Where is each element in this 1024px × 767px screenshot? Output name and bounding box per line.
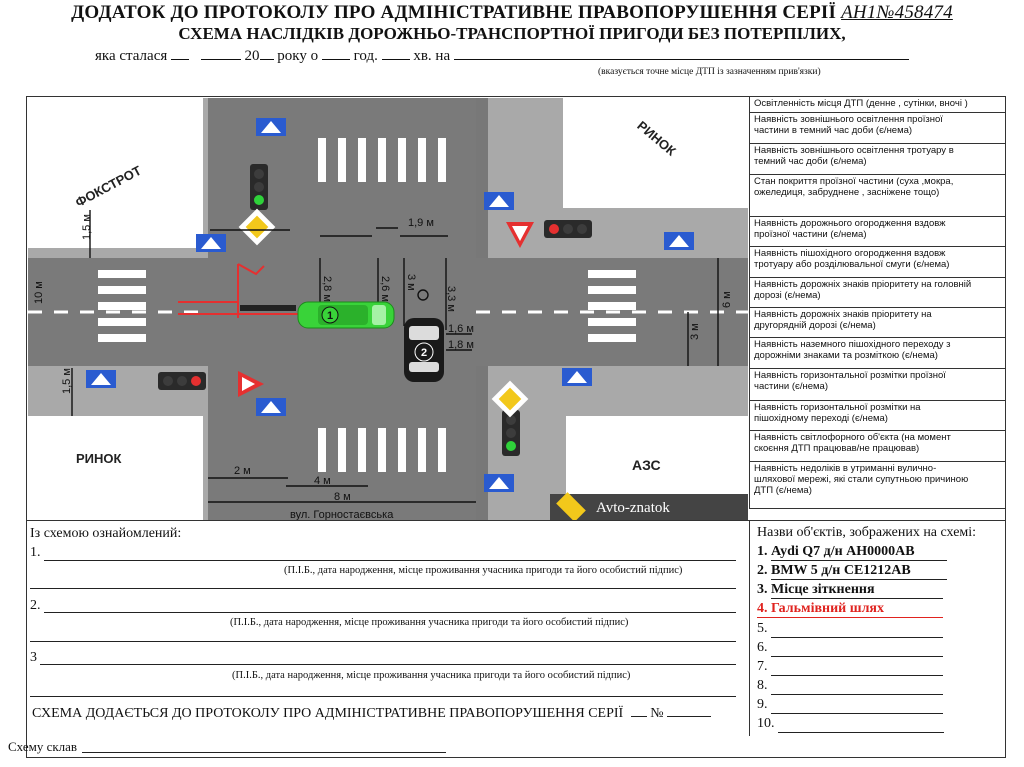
condition-row: Наявність зовнішнього освітлення тротуару в темний час доби (є/нема) xyxy=(750,144,980,175)
signature-line-1b[interactable] xyxy=(30,588,736,589)
conditions-table xyxy=(749,97,980,509)
condition-row: Наявність зовнішнього освітлення проїзної частини в темний час доби (є/нема) xyxy=(750,113,980,144)
condition-row: Наявність горизонтальної розмітки проїзної частини (є/нема) xyxy=(750,369,980,401)
date-place-line: яка сталася 20 року о год. хв. на xyxy=(95,47,909,65)
object-1: 1. Aydi Q7 д/н АН0000АВ xyxy=(757,544,947,561)
protocol-series: АН1№458474 xyxy=(841,2,953,23)
svg-text:3 м: 3 м xyxy=(405,274,417,291)
object-2: 2. BMW 5 д/н СЕ1212АВ xyxy=(757,563,947,580)
object-3: 3. Місце зіткнення xyxy=(757,582,943,599)
svg-text:2,8 м: 2,8 м xyxy=(321,276,333,302)
traffic-light-left xyxy=(158,372,206,390)
svg-text:3 м: 3 м xyxy=(689,323,701,340)
traffic-light-right xyxy=(544,220,592,238)
traffic-light-top-left xyxy=(250,164,268,210)
month-blank[interactable] xyxy=(201,47,241,60)
objects-title: Назви об'єктів, зображених на схемі: xyxy=(757,525,977,540)
signature-hint-2: (П.І.Б., дата народження, місце проживання учасника пригоди та його особистий підпис) xyxy=(230,617,629,628)
object-7[interactable]: 7. xyxy=(757,659,943,676)
condition-row: Наявність дорожнього огородження вздовж проїзної частини (є/нема) xyxy=(750,217,980,247)
signature-line-3b[interactable] xyxy=(30,696,736,697)
svg-text:2 м: 2 м xyxy=(234,465,251,477)
signature-line-1[interactable] xyxy=(44,560,736,561)
svg-text:1,8 м: 1,8 м xyxy=(448,339,474,351)
condition-row: Наявність дорожніх знаків пріоритету на другорядній дорозі (є/нема) xyxy=(750,308,980,338)
signature-line-2[interactable] xyxy=(44,612,736,613)
svg-text:1: 1 xyxy=(327,310,334,322)
series-blank[interactable] xyxy=(631,716,647,717)
condition-row: Стан покриття проїзної частини (суха ,мокра, ожеледиця, забруднене , засніжене тощо) xyxy=(750,175,980,217)
svg-text:1,5 м: 1,5 м xyxy=(81,214,93,240)
label-street: вул. Горностаєвська xyxy=(290,509,394,520)
author-signature-line[interactable] xyxy=(82,752,446,753)
year-blank[interactable] xyxy=(260,47,274,60)
label-rynok-top: РИНОК xyxy=(634,117,679,159)
acquainted-title: Із схемою ознайомлений: xyxy=(30,526,182,541)
document-subtitle: СХЕМА НАСЛІДКІВ ДОРОЖНЬО-ТРАНСПОРТНОЇ ПРИГОДИ БЕЗ ПОТЕРПІЛИХ, xyxy=(178,24,846,43)
attach-statement: СХЕМА ДОДАЄТЬСЯ ДО ПРОТОКОЛУ ПРО АДМІНІСТРАТИВНЕ ПРАВОПОРУШЕННЯ СЕРІЇ № xyxy=(32,706,711,722)
watermark: Avto-znatok xyxy=(596,500,670,516)
svg-text:10 м: 10 м xyxy=(33,281,45,304)
day-blank[interactable] xyxy=(171,47,189,60)
place-blank[interactable] xyxy=(454,47,909,60)
condition-row: Наявність дорожніх знаків пріоритету на головній дорозі (є/нема) xyxy=(750,278,980,308)
label-azs: АЗС xyxy=(632,457,661,473)
svg-text:1,9 м: 1,9 м xyxy=(408,217,434,229)
svg-text:1,6 м: 1,6 м xyxy=(448,323,474,335)
minute-blank[interactable] xyxy=(382,47,410,60)
place-hint: (вказується точне місце ДТП із зазначенням прив'язки) xyxy=(598,67,821,77)
hour-blank[interactable] xyxy=(322,47,350,60)
condition-row: Наявність світлофорного об'єкта (на момент скоєння ДТП працював/не працював) xyxy=(750,431,980,462)
section-divider xyxy=(26,520,1005,521)
svg-text:2,6 м: 2,6 м xyxy=(379,276,391,302)
column-divider xyxy=(749,520,750,736)
signature-hint-1: (П.І.Б., дата народження, місце проживання учасника пригоди та його особистий підпис) xyxy=(284,565,683,576)
accident-scheme xyxy=(28,98,748,520)
number-blank[interactable] xyxy=(667,716,711,717)
label-rynok-bottom: РИНОК xyxy=(76,451,122,466)
svg-text:1,5 м: 1,5 м xyxy=(61,368,73,394)
condition-row: Наявність пішохідного огородження вздовж тротуару або розділювальної смуги (є/нема) xyxy=(750,247,980,278)
signature-line-2b[interactable] xyxy=(30,641,736,642)
svg-text:3,3 м: 3,3 м xyxy=(445,286,457,312)
author-label: Схему склав xyxy=(8,739,78,754)
object-5[interactable]: 5. xyxy=(757,621,943,638)
svg-text:4 м: 4 м xyxy=(314,475,331,487)
svg-text:8 м: 8 м xyxy=(334,491,351,503)
condition-row: Наявність недоліків в утриманні вулично-шляхової мережі, які стали супутньою причиною ДТП (є/нема) xyxy=(750,462,980,509)
object-10[interactable]: 10. xyxy=(757,716,944,733)
object-6[interactable]: 6. xyxy=(757,640,943,657)
object-4: 4. Гальмівний шлях xyxy=(757,601,943,618)
svg-text:2: 2 xyxy=(421,347,428,359)
object-8[interactable]: 8. xyxy=(757,678,943,695)
title-main: ДОДАТОК ДО ПРОТОКОЛУ ПРО АДМІНІСТРАТИВНЕ ПРАВОПОРУШЕННЯ СЕРІЇ xyxy=(71,2,837,23)
signature-hint-3: (П.І.Б., дата народження, місце проживання учасника пригоди та його особистий підпис) xyxy=(232,670,631,681)
svg-text:6 м: 6 м xyxy=(721,291,733,308)
condition-row: Освітленність місця ДТП (денне , сутінки, вночі ) xyxy=(750,97,980,113)
car-1 xyxy=(298,302,394,328)
document-title xyxy=(0,2,1024,24)
signature-line-3[interactable] xyxy=(40,664,736,665)
condition-row: Наявність наземного пішохідного переходу з дорожніми знаками та розміткою (є/нема) xyxy=(750,338,980,369)
label-foxtrot: ФОКСТРОТ xyxy=(72,162,144,211)
condition-row: Наявність горизонтальної розмітки на пішохідному переході (є/нема) xyxy=(750,401,980,431)
object-9[interactable]: 9. xyxy=(757,697,943,714)
traffic-light-bottom-right xyxy=(502,410,520,456)
